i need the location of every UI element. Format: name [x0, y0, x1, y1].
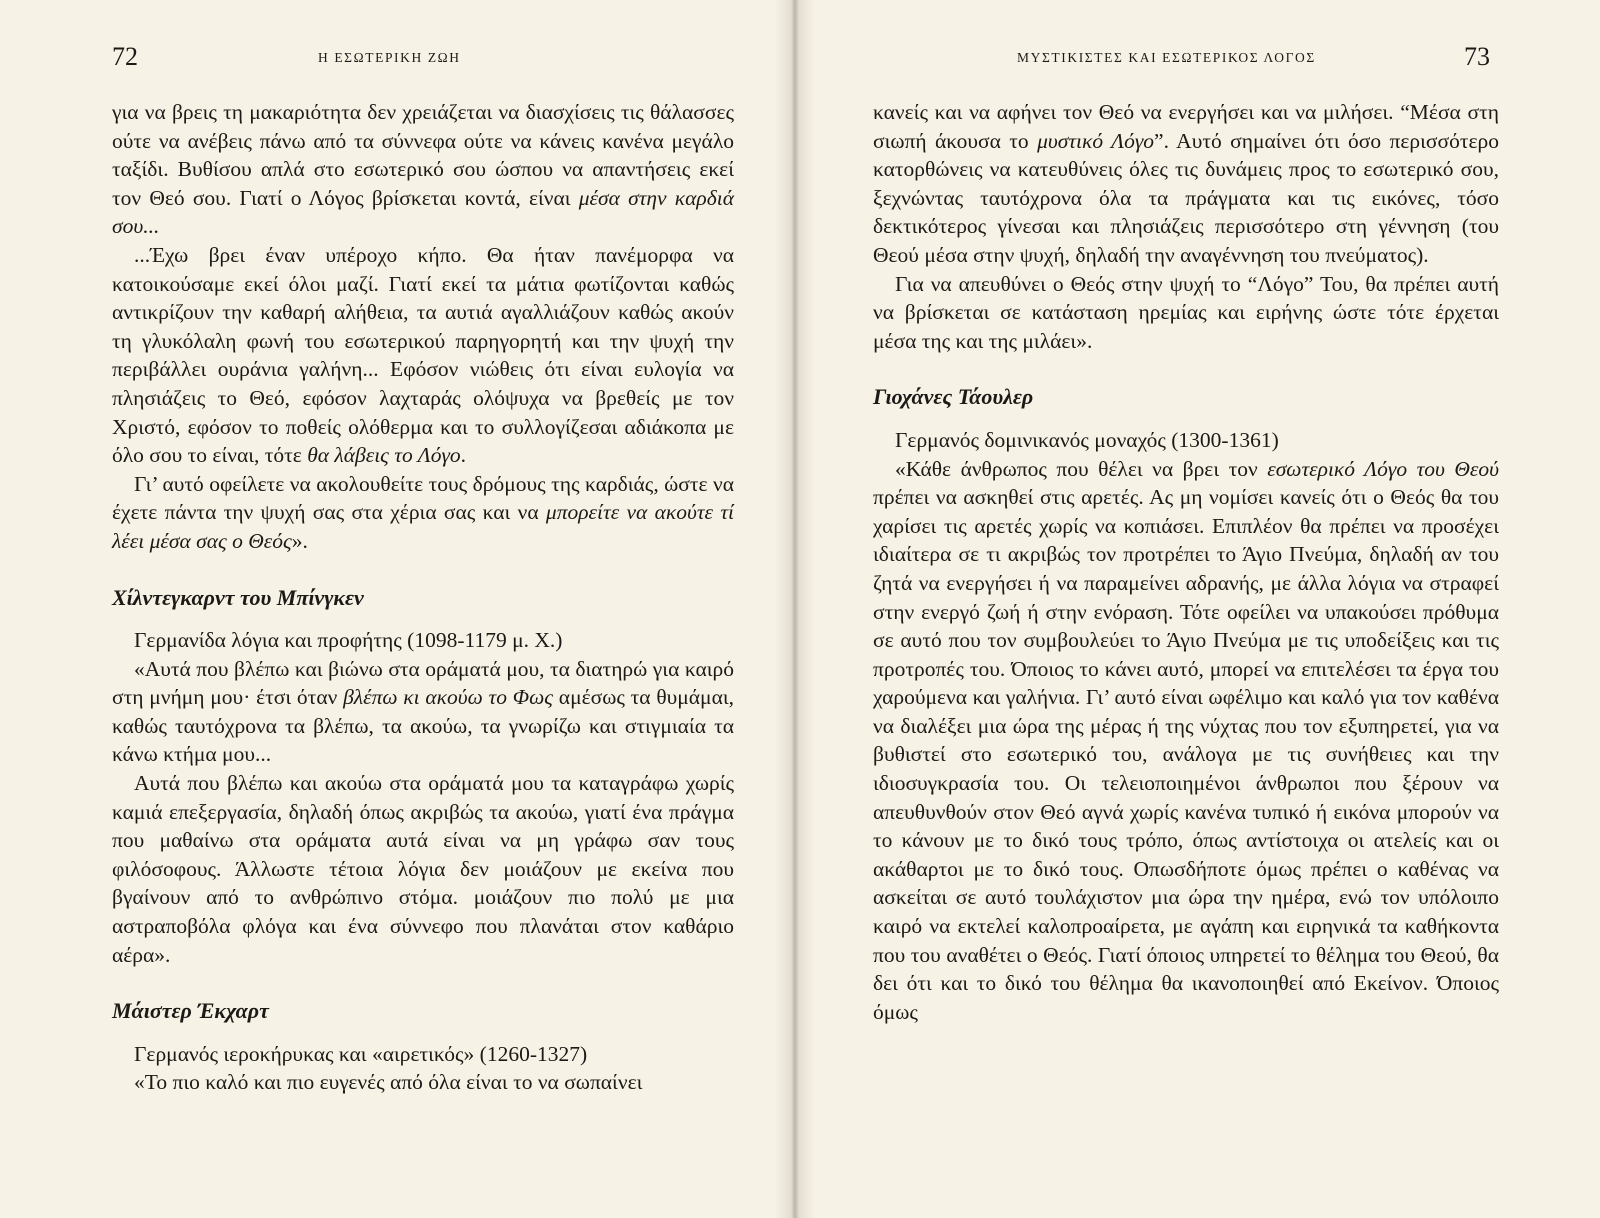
running-head: Η ΕΣΩΤΕΡΙΚΗ ΖΩΗ	[318, 50, 461, 65]
section-heading: Γιοχάνες Τάουλερ	[873, 384, 1034, 410]
paragraph: «Αυτά που βλέπω και βιώνω στα οράματά μου, τα διατηρώ για καιρό στη μνήμη μου· έτσι όταν βλέπω κι ακούω το Φως αμέσως τα θυμάμαι, καθώς ταυτόχρονα τα βλέπω, τα ακούω, τα γνωρίζω και στιγμιαία τα κάνω κτήμα μου...	[112, 656, 735, 767]
section-heading: Χίλντεγκαρντ του Μπίνγκεν	[112, 584, 364, 610]
section-subtitle: Γερμανός δομινικανός μοναχός (1300-1361)	[895, 427, 1279, 452]
running-head: ΜΥΣΤΙΚΙΣΤΕΣ ΚΑΙ ΕΣΩΤΕΡΙΚΟΣ ΛΟΓΟΣ	[1017, 50, 1316, 65]
paragraph: Για να απευθύνει ο Θεός στην ψυχή το “Λόγο” Του, θα πρέπει αυτή να βρίσκεται σε κατάσταση ηρεμίας και ειρήνης ώστε τότε έρχεται μέσα της και της μιλάει».	[873, 271, 1499, 353]
paragraph: Γι’ αυτό οφείλετε να ακολουθείτε τους δρόμους της καρδιάς, ώστε να έχετε πάντα την ψυχή σας στα χέρια σας και να μπορείτε να ακούτε τί λέει μέσα σας ο Θεός».	[112, 471, 734, 553]
section-subtitle: Γερμανίδα λόγια και προφήτης (1098-1179 μ. Χ.)	[134, 628, 563, 653]
paragraph: Αυτά που βλέπω και ακούω στα οράματά μου τα καταγράφω χωρίς καμιά επεξεργασία, δηλαδή όπως ακριβώς τα ακούω, γιατί ένα πράγμα που μαθαίνω στα οράματα αυτά είναι να μη γράφω σαν τους φιλόσοφους. Άλλωστε τέτοια λόγια δεν μοιάζουν με εκείνα που βγαίνουν από το ανθρώπινο στόμα. μοιάζουν πιο πολύ με μια αστραποβόλα φλόγα και ένα σύννεφο που πλανάται στον καθάριο αέρα».	[112, 771, 734, 967]
page-number: 72	[112, 42, 138, 71]
section-heading: Μάιστερ Έκχαρτ	[112, 998, 269, 1024]
right-page	[795, 0, 1600, 1218]
page-body	[873, 98, 1499, 1026]
paragraph: «Το πιο καλό και πιο ευγενές από όλα είναι το να σωπαίνει	[134, 1070, 643, 1095]
paragraph: «Κάθε άνθρωπος που θέλει να βρει τον εσωτερικό Λόγο του Θεού πρέπει να ασκηθεί στις αρετές. Ας μη νομίσει κανείς ότι ο Θεός θα του χαρίσει τις αρετές χωρίς να κοπιάσει. Επιπλέον θα πρέπει να προσέχει ιδιαίτερα σε τι ακριβώς τον προτρέπει το Άγιο Πνεύμα, δηλαδή αν του ζητά να ενεργήσει ή να παραμείνει αδρανής, με άλλα λόγια να στραφεί στην ενεργό ζωή ή στην ενόραση. Τότε οφείλει να υπακούσει πρόθυμα σε αυτό που τον συμβουλεύει το Άγιο Πνεύμα με τις υποδείξεις και τις προτροπές του. Όποιος το κάνει αυτό, μπορεί να επιτελέσει τα έργα του χαρούμενα και γαλήνια. Γι’ αυτό είναι ωφέλιμο και καλό για τον καθένα να διαλέξει μια ώρα της μέρας ή της νύχτας που τον εξυπηρετεί, για να βυθιστεί στο εσωτερικό του, ανάλογα με τις συνήθειες και την ιδιοσυγκρασία του. Οι τελειοποιημένοι άνθρωποι που ξέρουν να απευθυνθούν στον Θεό αγνά χωρίς κανένα τυπικό ή εικόνα μπορούν να το κάνουν με το δικό τους τρόπο, όπως αντίστοιχα οι ατελείς και οι ακάθαρτοι με το δικό τους. Οπωσδήποτε όμως πρέπει ο καθένας να ασκείται σε αυτό τουλάχιστον μια ώρα την ημέρα, ενώ τον υπόλοιπο καιρό να εκτελεί καλοπροαίρετα, με αγάπη και ειρηνικά τα καθήκοντα που του αναθέτει ο Θεός. Γιατί όποιος υπηρετεί το θέλημα του Θεού, θα δει ότι και το δικό του θέλημα θα ικανοποιηθεί από Εκείνον. Όποιος όμως	[873, 456, 1499, 1024]
page-number: 73	[1464, 42, 1490, 71]
page-body	[112, 98, 734, 1097]
paragraph: κανείς και να αφήνει τον Θεό να ενεργήσει και να μιλήσει. “Μέσα στη σιωπή άκουσα το μυστικό Λόγο”. Αυτό σημαίνει ότι όσο περισσότερο κατορθώνεις να κατευθύνεις όλες τις δυνάμεις προς το εσωτερικό σου, ξεχνώντας ταυτόχρονα όλα τα πράγματα και τις εικόνες, τόσο δεκτικότερος γίνεσαι και πλησιάζεις περισσότερο στη γέννηση (του Θεού μέσα στην ψυχή, δηλαδή την αναγέννηση του πνεύματος).	[873, 100, 1499, 267]
section-subtitle: Γερμανός ιεροκήρυκας και «αιρετικός» (1260-1327)	[134, 1041, 588, 1066]
paragraph: ...Έχω βρει έναν υπέροχο κήπο. Θα ήταν πανέμορφα να κατοικούσαμε εκεί όλοι μαζί. Γιατί εκεί τα μάτια φωτίζονται καθώς αντικρίζουν την καθαρή αλήθεια, τα αυτιά αγαλλιάζουν καθώς ακούν τη γλυκόλαλη φωνή του εσωτερικού παρηγορητή και την ψυχή την περιβάλλει ουράνια γαλήνη... Εφόσον νιώθεις ότι είναι ευλογία να πλησιάζεις το Θεό, εφόσον λαχταράς ολόψυχα να βρεθείς με τον Χριστό, εφόσον το ποθείς ολόθερμα και το συλλογίζεσαι αδιάκοπα με όλο σου το είναι, τότε θα λάβεις το Λόγο.	[112, 242, 734, 468]
book-gutter	[775, 0, 815, 1218]
paragraph: για να βρεις τη μακαριότητα δεν χρειάζεται να διασχίσεις τις θάλασσες ούτε να ανέβεις πάνω από τα σύννεφα ούτε να κάνεις κανένα μεγάλο ταξίδι. Βυθίσου απλά στο εσωτερικό σου ώσπου να απαντήσεις εκεί τον Θεό σου. Γιατί ο Λόγος βρίσκεται κοντά, είναι μέσα στην καρδιά σου...	[112, 100, 734, 239]
left-page	[0, 0, 795, 1218]
